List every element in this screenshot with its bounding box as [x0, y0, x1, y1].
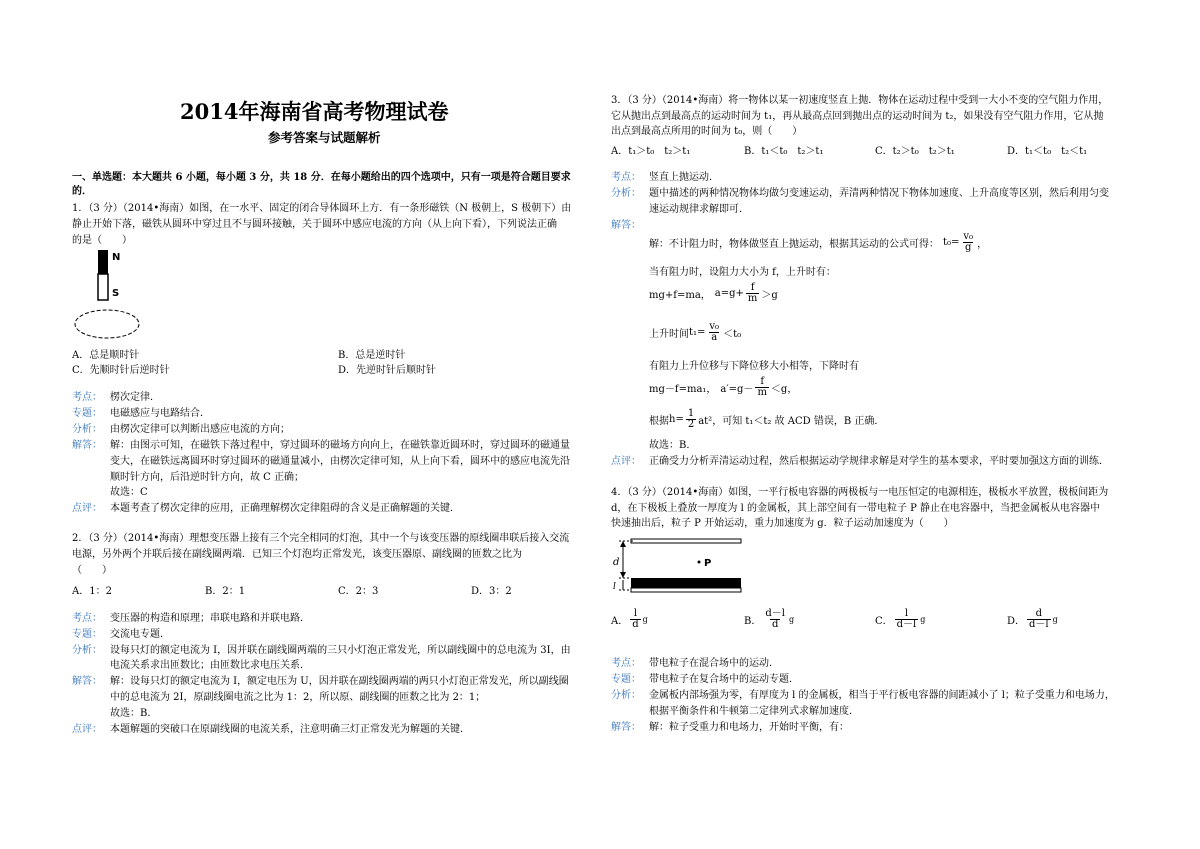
q4-option-d-label: D．: [1007, 616, 1026, 627]
q3-stem-1: 3．（3 分）（2014•海南）将一物体以某一初速度竖直上抛．物体在运动过程中受到一大小不变的空气阻力作用，: [611, 95, 1109, 106]
q3-eq3-a: 上升时间: [649, 329, 689, 340]
q2-fenxi-2: 电流关系求出匝数比；由匝数比求电压关系．: [110, 660, 310, 671]
fig-label-l: l: [613, 582, 616, 592]
q3-eq5-b: h=: [669, 414, 684, 425]
q4-kaodian: 带电粒子在混合场中的运动．: [649, 658, 779, 669]
q4-option-c-g: g: [920, 615, 926, 624]
q3-jieda-4: 故选：B．: [649, 440, 697, 451]
q3-eq5-a: 根据: [649, 416, 669, 427]
q1-stem-3: 的是（ ）: [72, 235, 132, 246]
q4-option-d-num: d: [1035, 608, 1043, 619]
q3-eq3-den: a: [711, 332, 718, 343]
q3-eq1-fraction: [961, 232, 975, 253]
q3-eq4-den: m: [757, 387, 767, 398]
q4-option-b-frac: [763, 609, 787, 630]
q1-tag-jieda: 解答：: [72, 440, 102, 451]
q3-eq5-num: 1: [687, 408, 695, 419]
right-column: [611, 0, 1151, 849]
q3-eq2-num: f: [750, 282, 755, 293]
q4-option-c-frac: [895, 609, 919, 630]
q2-jieda-2: 中的总电流为 2I，原副线圈电流之比为 1：2，所以原、副线圈的匝数之比为 2：1；: [110, 692, 486, 703]
q1-fenxi: 由楞次定律可以判断出感应电流的方向；: [110, 424, 290, 435]
q4-option-d-g: g: [1052, 615, 1058, 624]
q2-kaodian: 变压器的构造和原理；串联电路和并联电路．: [110, 613, 310, 624]
q1-option-d: D．先逆时针后顺时针: [338, 365, 437, 376]
q4-stem-1: 4．（3 分）（2014•海南）如图，一平行板电容器的两极板与一电压恒定的电源相连，极板水平放置，极板间距为: [611, 487, 1109, 498]
q2-option-b: B．2：1: [205, 586, 246, 597]
q3-tag-jieda: 解答：: [611, 220, 641, 231]
q1-tag-dianping: 点评：: [72, 503, 102, 514]
q4-option-c: [875, 609, 925, 630]
q4-tag-zhuanti: 专题：: [611, 674, 641, 685]
q4-option-c-label: C．: [875, 616, 893, 627]
q1-stem-2: 静止开始下落，磁铁从圆环中穿过且不与圆环接触，关于圆环中感应电流的方向（从上向下看），下列说法正确: [72, 219, 557, 230]
q1-option-c: C．先顺时针后逆时针: [72, 365, 170, 376]
q2-option-d: D．3：2: [471, 586, 512, 597]
q4-option-a-frac: [630, 609, 640, 630]
q2-zhuanti: 交流电专题．: [110, 629, 170, 640]
q3-eq3-num: v₀: [709, 321, 720, 332]
fig-label-p: P: [704, 558, 712, 569]
section-heading-cont: 的．: [72, 186, 92, 197]
q4-option-b-g: g: [788, 615, 795, 624]
q4-option-b-den: d: [771, 619, 779, 630]
q4-fenxi-2: 根据平衡条件和牛顿第二定律列式求解加速度．: [649, 706, 859, 717]
capacitor-figure: [611, 535, 751, 601]
q3-eq4-a: mg－f=ma₁，: [649, 384, 717, 395]
q1-dianping: 本题考查了楞次定律的应用，正确理解楞次定律阻碍的含义是正确解题的关键．: [110, 503, 460, 514]
q4-option-d: [1007, 609, 1058, 630]
q1-jieda-3: 顺时针方向，后沿逆时针方向，故 C 正确；: [110, 472, 305, 483]
q3-eq2: [649, 283, 778, 304]
fig-label-d: d: [613, 557, 620, 568]
q3-eq5-c: at²，可知 t₁＜t₂ 故 ACD 错误，B 正确．: [698, 416, 885, 427]
q4-option-d-frac: [1027, 609, 1051, 630]
q3-tag-dianping: 点评：: [611, 456, 641, 467]
q4-tag-jieda: 解答：: [611, 722, 641, 733]
q3-option-b: B．t₁＜t₀ t₂＞t₁: [744, 146, 824, 157]
q3-eq3: [649, 322, 741, 343]
q2-tag-kaodian: 考点：: [72, 613, 102, 624]
q3-eq3-fraction: [707, 322, 721, 343]
q3-kaodian: 竖直上抛运动．: [649, 172, 719, 183]
q3-option-d: D．t₁＜t₀ t₂＜t₁: [1007, 146, 1088, 157]
q3-fenxi-2: 速运动规律求解即可．: [649, 204, 749, 215]
section-heading: 一、单选题：本大题共 6 小题，每小题 3 分，共 18 分．在每小题给出的四个选项中，只有一项是符合题目要求: [72, 172, 571, 183]
q4-option-d-den: d－l: [1029, 619, 1049, 630]
q4-option-b-label: B．: [744, 616, 762, 627]
q4-zhuanti: 带电粒子在复合场中的运动专题．: [649, 674, 799, 685]
q3-eq4-c: ＜g，: [770, 384, 798, 395]
q2-tag-zhuanti: 专题：: [72, 629, 102, 640]
q3-eq4-b: a′=g－: [720, 384, 754, 395]
q2-stem-3: （ ）: [72, 565, 112, 576]
q3-eq1-den: g: [965, 242, 972, 253]
magnet-ring-figure: [72, 248, 152, 344]
q1-jieda-4: 故选：C: [110, 487, 148, 498]
q2-option-a: A．1：2: [72, 586, 112, 597]
q2-dianping: 本题解题的突破口在原副线圈的电流关系，注意明确三灯正常发光为解题的关键．: [110, 724, 470, 735]
q3-fenxi-1: 题中描述的两种情况物体均做匀变速运动，弄清两种情况下物体加速度、上升高度等区别，然后利用匀变: [649, 188, 1109, 199]
q3-stem-3: 出点到最高点所用的时间为 t₀，则（ ）: [611, 126, 803, 137]
q3-eq3-b: t₁=: [689, 327, 706, 338]
q4-option-a: [611, 609, 648, 630]
page-title: 2014年海南省高考物理试卷: [180, 99, 449, 124]
q1-zhuanti: 电磁感应与电路结合．: [110, 408, 210, 419]
q2-jieda-3: 故选：B．: [110, 708, 158, 719]
q3-eq3-c: ＜t₀: [723, 329, 742, 340]
q3-eq4: [649, 377, 797, 398]
magnet-n-label: N: [112, 252, 121, 263]
q3-jieda-1: 解：不计阻力时，物体做竖直上抛运动，根据其运动的公式可得： t₀= $\frac{\text{v₀}}{g}$ ，: [649, 231, 988, 253]
q3-eq5: [649, 409, 884, 430]
q2-tag-fenxi: 分析：: [72, 645, 102, 656]
magnet-s-label: S: [112, 288, 120, 299]
q2-jieda-1: 解：设每只灯的额定电流为 I，额定电压为 U，因并联在副线圈两端的两只小灯泡正常发光，所以副线圈: [110, 676, 569, 687]
q1-jieda-1: 解：由图示可知，在磁铁下落过程中，穿过圆环的磁场方向向上，在磁铁靠近圆环时，穿过圆环的磁通量: [110, 440, 570, 451]
q3-option-a: A．t₁＞t₀ t₂＞t₁: [611, 146, 691, 157]
q4-jieda-1: 解：粒子受重力和电场力，开始时平衡，有：: [649, 722, 849, 733]
q3-eq2-c: ＞g: [761, 290, 778, 301]
q3-option-c: C．t₂＞t₀ t₂＞t₁: [875, 146, 955, 157]
q4-option-b-num: d－l: [765, 608, 785, 619]
q4-option-b: [744, 609, 794, 630]
q3-stem-2: 它从抛出点到最高点的运动时间为 t₁，再从最高点回到抛出点的运动时间为 t₂，如果没有空气阻力作用，它从抛: [611, 111, 1104, 122]
q3-eq2-den: m: [747, 293, 758, 304]
q3-jieda-3: 有阻力上升位移与下降位移大小相等，下降时有: [649, 361, 859, 372]
q3-dianping: 正确受力分析弄清运动过程，然后根据运动学规律求解是对学生的基本要求，平时要加强这方面的训练．: [649, 456, 1109, 467]
q4-option-a-label: A．: [611, 616, 629, 627]
q1-kaodian: 楞次定律．: [110, 392, 160, 403]
q3-tag-fenxi: 分析：: [611, 188, 641, 199]
left-column: [72, 0, 612, 849]
q3-jieda-1-text: 解：不计阻力时，物体做竖直上抛运动，根据其运动的公式可得：: [649, 239, 939, 250]
q1-tag-kaodian: 考点：: [72, 392, 102, 403]
q3-eq2-a: mg+f=ma，: [649, 290, 711, 301]
q4-option-c-den: d－l: [896, 619, 917, 630]
q4-option-a-den: d: [632, 619, 639, 630]
q2-fenxi-1: 设每只灯的额定电流为 I，因并联在副线圈两端的三只小灯泡正常发光，所以副线圈中的总电流为 3I，由: [110, 645, 571, 656]
q3-eq2-fraction: [746, 283, 759, 304]
q3-eq1-lhs: t₀=: [943, 237, 960, 248]
q4-option-c-num: l: [904, 608, 909, 619]
q1-option-a: A．总是顺时针: [72, 350, 140, 361]
q4-stem-2: d，在下极板上叠放一厚度为 l 的金属板，其上部空间有一带电粒子 P 静止在电容器中，当把金属板从电容器中: [611, 503, 1101, 514]
q2-tag-dianping: 点评：: [72, 724, 102, 735]
q4-stem-3: 快速抽出后，粒子 P 开始运动，重力加速度为 g．粒子运动加速度为（ ）: [611, 518, 954, 529]
q3-eq5-fraction: [686, 409, 696, 430]
q2-tag-jieda: 解答：: [72, 676, 102, 687]
q3-eq4-num: f: [760, 376, 765, 387]
q4-option-a-g: g: [642, 615, 648, 624]
q3-jieda-2: 当有阻力时，设阻力大小为 f，上升时有：: [649, 267, 836, 278]
q2-option-c: C．2：3: [338, 586, 379, 597]
q2-stem-1: 2．（3 分）（2014•海南）理想变压器上接有三个完全相同的灯泡，其中一个与该变压器的原线圈串联后接入交流: [72, 533, 570, 544]
page-subtitle: 参考答案与试题解析: [268, 130, 381, 145]
q3-eq1-num: v₀: [963, 231, 974, 242]
q1-tag-fenxi: 分析：: [72, 424, 102, 435]
q3-tag-kaodian: 考点：: [611, 172, 641, 183]
q4-fenxi-1: 金属板内部场强为零，有厚度为 l 的金属板，相当于平行板电容器的间距减小了 l；粒子受重力和电场力，: [649, 690, 1115, 701]
q1-stem-1: 1．（3 分）（2014•海南）如图，在一水平、固定的闭合导体圆环上方．有一条形磁铁（N 极朝上，S 极朝下）由: [72, 203, 572, 214]
q2-stem-2: 电源，另外两个并联后接在副线圈两端．已知三个灯泡均正常发光，该变压器原、副线圈的匝数之比为: [72, 549, 522, 560]
q3-eq2-b: a=g+: [714, 288, 744, 299]
q1-tag-zhuanti: 专题：: [72, 408, 102, 419]
q3-eq4-fraction: [755, 377, 768, 398]
q1-jieda-2: 变大，在磁铁远离圆环时穿过圆环的磁通量减小，由楞次定律可知，从上向下看，圆环中的感应电流先沿: [110, 456, 570, 467]
q4-tag-fenxi: 分析：: [611, 690, 641, 701]
q3-eq5-den: 2: [687, 419, 695, 430]
q1-option-b: B．总是逆时针: [338, 350, 406, 361]
q4-option-a-num: l: [633, 608, 638, 619]
q4-tag-kaodian: 考点：: [611, 658, 641, 669]
